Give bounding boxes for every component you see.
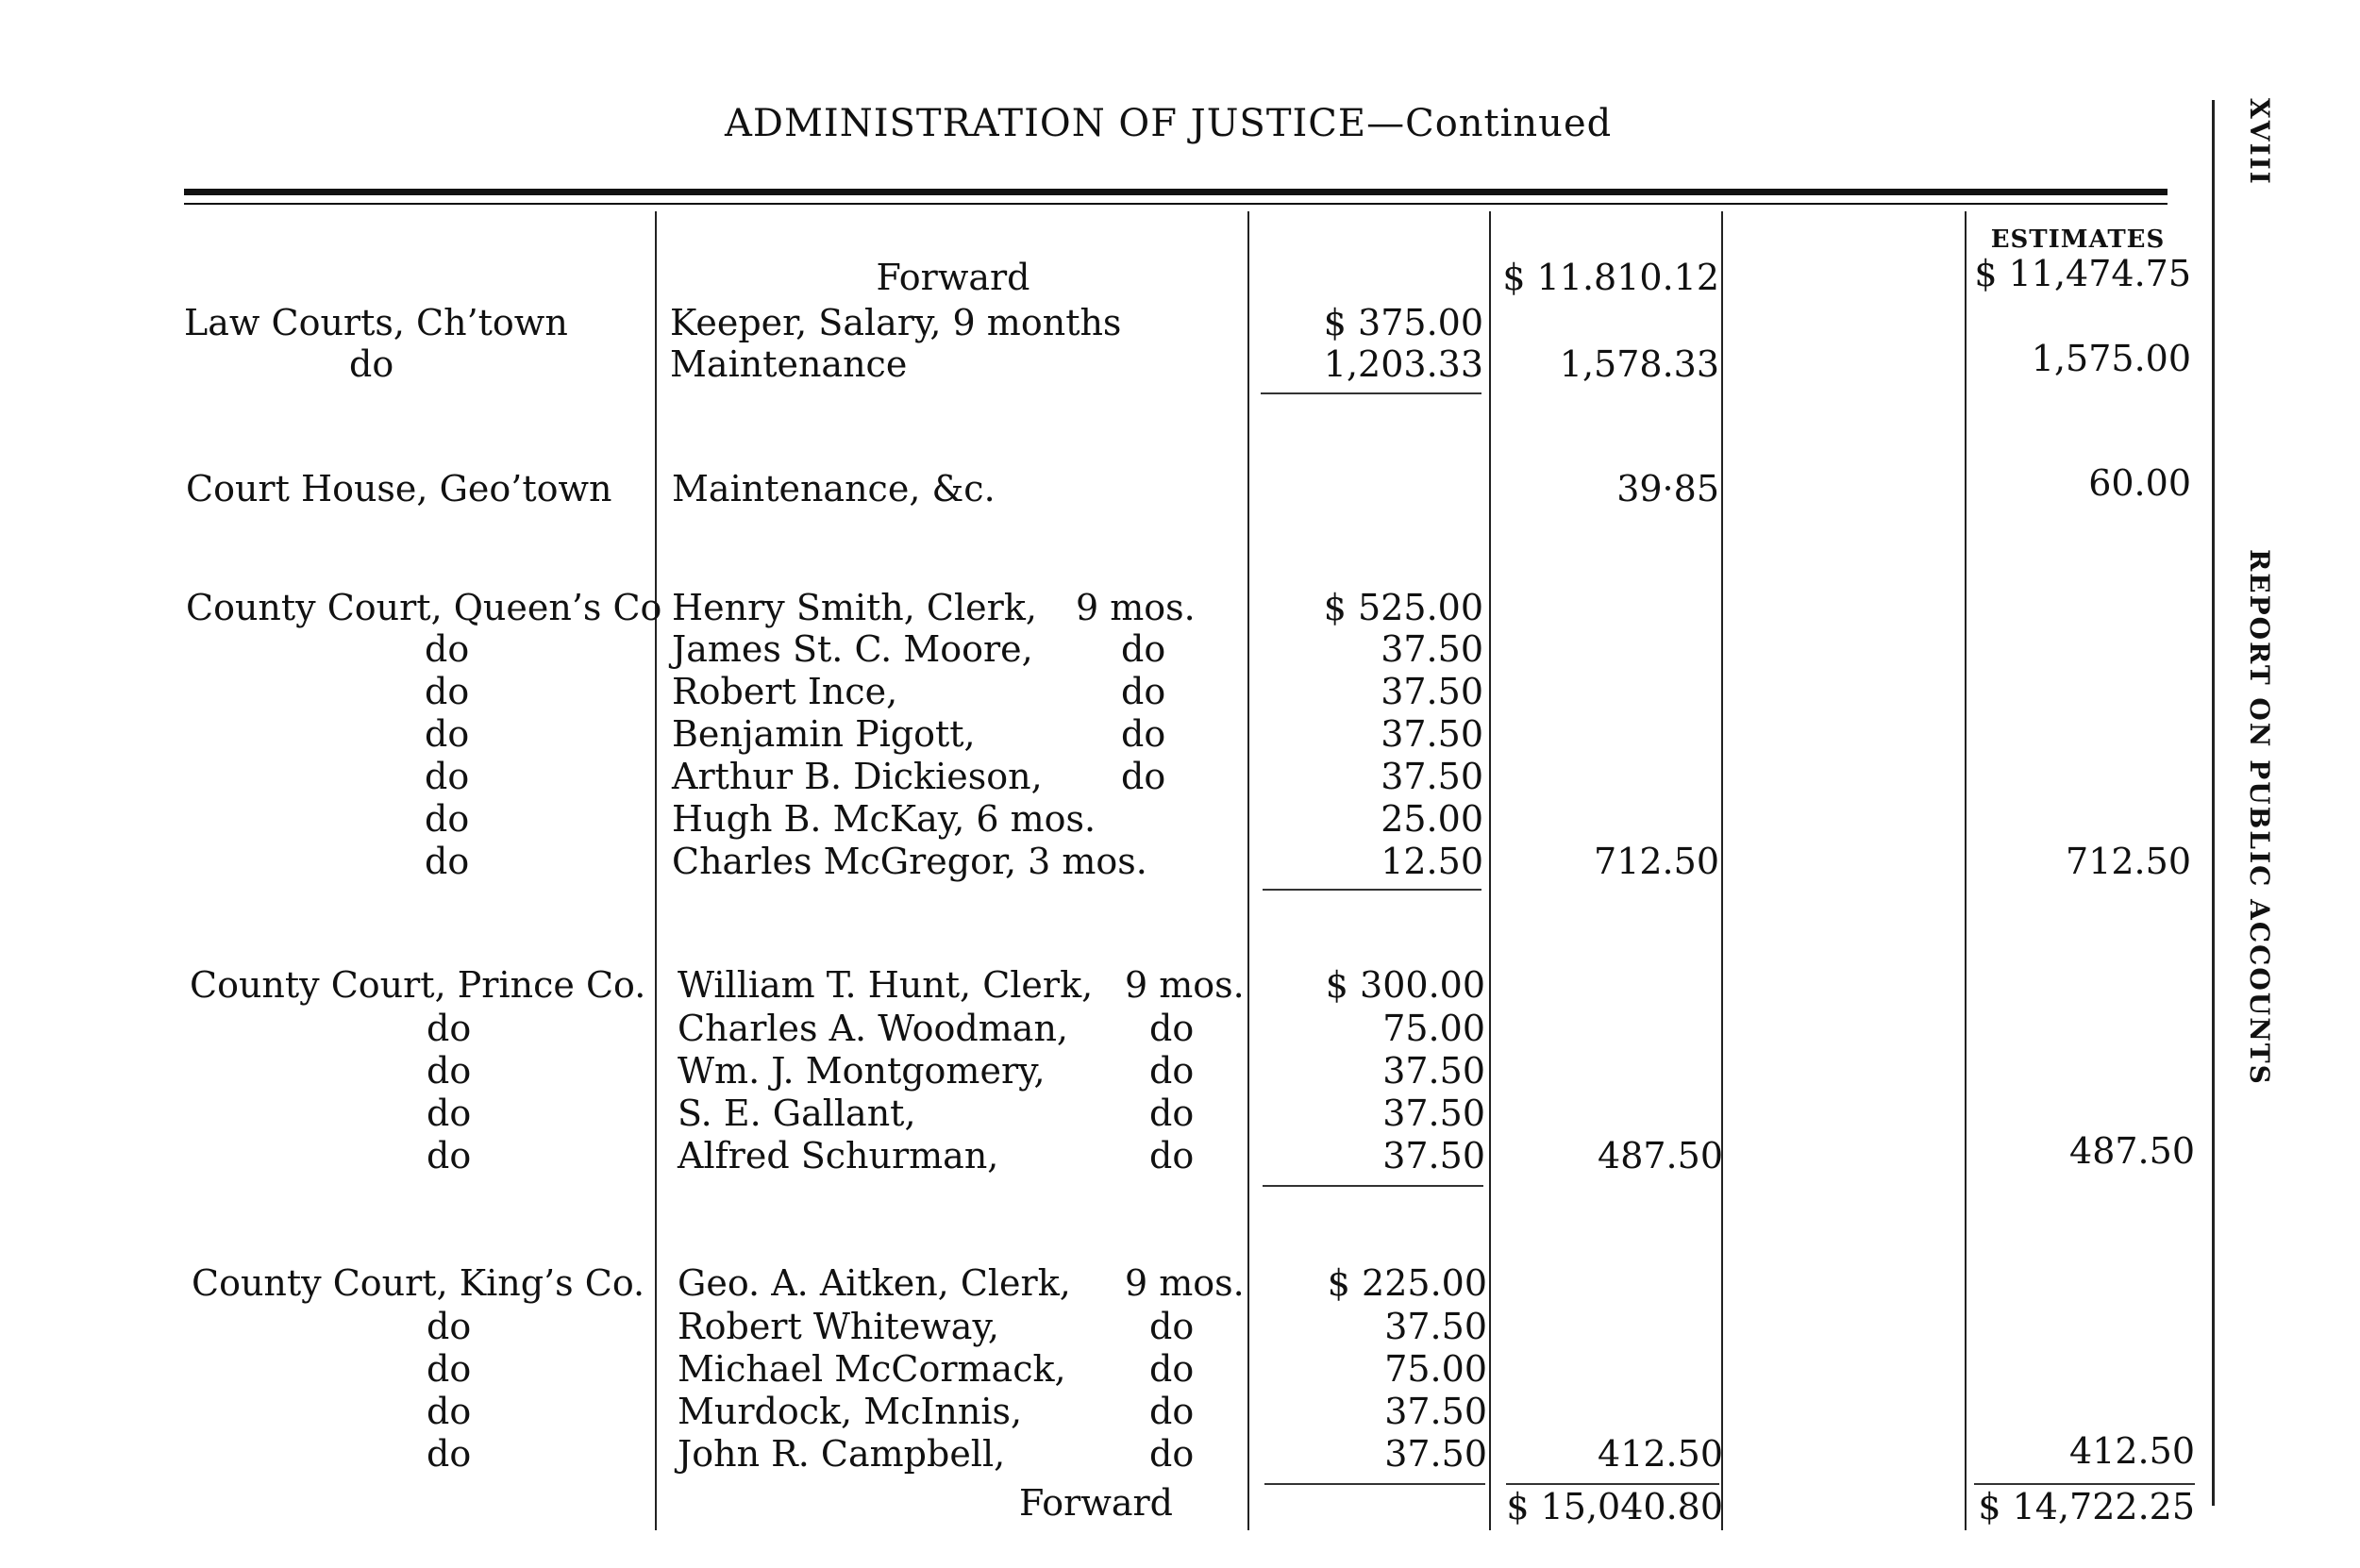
- name-row: Alfred Schurman,: [678, 1135, 999, 1176]
- estimate-rule: [1974, 1483, 2195, 1485]
- dept-do: do: [427, 1348, 472, 1390]
- dept-law-courts: Law Courts, Ch’town: [184, 302, 568, 343]
- amount-row: 37.50: [1381, 628, 1483, 670]
- side-running-head: REPORT ON PUBLIC ACCOUNTS: [2244, 549, 2275, 1086]
- amount-row: 37.50: [1384, 1391, 1487, 1432]
- column-rule-4: [1721, 211, 1723, 1530]
- amount-row: 25.00: [1381, 798, 1483, 840]
- name-row: Charles A. Woodman,: [678, 1008, 1068, 1049]
- column-rule-1: [655, 211, 657, 1530]
- dept-do: do: [427, 1093, 472, 1134]
- amount-row: 37.50: [1382, 1093, 1485, 1134]
- estimate-kings: 412.50: [2069, 1430, 2195, 1472]
- dept-do: do: [427, 1008, 472, 1049]
- suffix-row: do: [1121, 713, 1166, 755]
- amount-row: 37.50: [1382, 1135, 1485, 1176]
- suffix-row: do: [1121, 628, 1166, 670]
- dept-do: do: [425, 756, 470, 797]
- forward-top-estimate: $ 11,474.75: [1974, 253, 2191, 294]
- forward-top-label: Forward: [876, 257, 1030, 298]
- subtotal-rule: [1263, 1185, 1483, 1187]
- amount-row: 12.50: [1381, 841, 1483, 882]
- subtotal-rule: [1263, 889, 1481, 891]
- name-row: Robert Ince,: [672, 671, 898, 712]
- item-court-house: Maintenance, &c.: [672, 468, 996, 509]
- name-row: Hugh B. McKay, 6 mos.: [672, 798, 1096, 840]
- header-rule-thick: [184, 189, 2168, 195]
- forward-top-total: $ 11.810.12: [1502, 257, 1719, 298]
- amount-row: 37.50: [1381, 671, 1483, 712]
- forward-bottom-total: $ 15,040.80: [1506, 1486, 1723, 1527]
- amount-row: 37.50: [1381, 713, 1483, 755]
- total-rule: [1506, 1483, 1719, 1485]
- amount-row: 37.50: [1381, 756, 1483, 797]
- name-row: Arthur B. Dickieson,: [672, 756, 1043, 797]
- estimate-queens: 712.50: [2066, 841, 2191, 882]
- dept-do: do: [425, 798, 470, 840]
- total-prince: 487.50: [1598, 1135, 1723, 1176]
- estimate-prince: 487.50: [2069, 1130, 2195, 1172]
- dept-do: do: [427, 1391, 472, 1432]
- estimate-law-courts: 1,575.00: [2031, 338, 2191, 379]
- name-row: Murdock, McInnis,: [678, 1391, 1023, 1432]
- name-row: Robert Whiteway,: [678, 1306, 999, 1347]
- suffix-row: do: [1149, 1135, 1195, 1176]
- suffix-row: do: [1149, 1348, 1195, 1390]
- dept-do: do: [427, 1050, 472, 1092]
- suffix-row: 9 mos.: [1076, 587, 1196, 628]
- dept-prince: County Court, Prince Co.: [190, 964, 646, 1006]
- total-kings: 412.50: [1598, 1433, 1723, 1475]
- name-row: Benjamin Pigott,: [672, 713, 976, 755]
- item-law-courts-keeper: Keeper, Salary, 9 months: [670, 302, 1122, 343]
- suffix-row: 9 mos.: [1125, 1262, 1245, 1304]
- dept-do: do: [427, 1433, 472, 1475]
- dept-do: do: [425, 671, 470, 712]
- total-court-house: 39·85: [1616, 468, 1719, 509]
- dept-queens: County Court, Queen’s Co: [186, 587, 662, 628]
- dept-do: do: [349, 343, 394, 385]
- dept-court-house: Court House, Geo’town: [186, 468, 612, 509]
- amount-row: 37.50: [1384, 1433, 1487, 1475]
- suffix-row: do: [1149, 1306, 1195, 1347]
- amount-row: $ 225.00: [1327, 1262, 1487, 1304]
- total-queens: 712.50: [1594, 841, 1719, 882]
- forward-bottom-label: Forward: [1019, 1482, 1174, 1524]
- name-row: Henry Smith, Clerk,: [672, 587, 1037, 628]
- dept-do: do: [427, 1135, 472, 1176]
- amount-row: 75.00: [1382, 1008, 1485, 1049]
- name-row: John R. Campbell,: [678, 1433, 1006, 1475]
- suffix-row: do: [1149, 1050, 1195, 1092]
- amount-row: $ 300.00: [1325, 964, 1485, 1006]
- side-page-number: XVIII: [2244, 98, 2275, 186]
- amount-row: $ 525.00: [1323, 587, 1483, 628]
- amount-row: 37.50: [1382, 1050, 1485, 1092]
- dept-do: do: [425, 841, 470, 882]
- suffix-row: 9 mos.: [1125, 964, 1245, 1006]
- amount-row: 75.00: [1384, 1348, 1487, 1390]
- subtotal-rule: [1264, 1483, 1485, 1485]
- suffix-row: do: [1149, 1433, 1195, 1475]
- name-row: S. E. Gallant,: [678, 1093, 916, 1134]
- suffix-row: do: [1121, 756, 1166, 797]
- dept-do: do: [427, 1306, 472, 1347]
- suffix-row: do: [1149, 1391, 1195, 1432]
- item-law-courts-maintenance: Maintenance: [670, 343, 908, 385]
- subtotal-rule: [1261, 392, 1481, 394]
- name-row: Wm. J. Montgomery,: [678, 1050, 1046, 1092]
- forward-bottom-estimate: $ 14,722.25: [1978, 1486, 2195, 1527]
- name-row: Geo. A. Aitken, Clerk,: [678, 1262, 1071, 1304]
- name-row: Michael McCormack,: [678, 1348, 1066, 1390]
- suffix-row: do: [1149, 1093, 1195, 1134]
- estimates-header: ESTIMATES: [1990, 225, 2166, 254]
- column-rule-5: [1965, 211, 1967, 1530]
- dept-do: do: [425, 713, 470, 755]
- suffix-row: do: [1149, 1008, 1195, 1049]
- dept-kings: County Court, King’s Co.: [192, 1262, 645, 1304]
- name-row: Charles McGregor, 3 mos.: [672, 841, 1147, 882]
- header-rule-thin: [184, 203, 2168, 205]
- suffix-row: do: [1121, 671, 1166, 712]
- estimate-court-house: 60.00: [2088, 462, 2191, 504]
- amount-law-courts-keeper: $ 375.00: [1323, 302, 1483, 343]
- dept-do: do: [425, 628, 470, 670]
- page-title: ADMINISTRATION OF JUSTICE—Continued: [725, 102, 1613, 145]
- column-rule-3: [1489, 211, 1491, 1530]
- name-row: James St. C. Moore,: [672, 628, 1033, 670]
- amount-row: 37.50: [1384, 1306, 1487, 1347]
- right-margin-rule: [2212, 100, 2215, 1506]
- amount-law-courts-maintenance: 1,203.33: [1323, 343, 1483, 385]
- total-law-courts: 1,578.33: [1559, 343, 1719, 385]
- column-rule-2: [1247, 211, 1249, 1530]
- name-row: William T. Hunt, Clerk,: [678, 964, 1094, 1006]
